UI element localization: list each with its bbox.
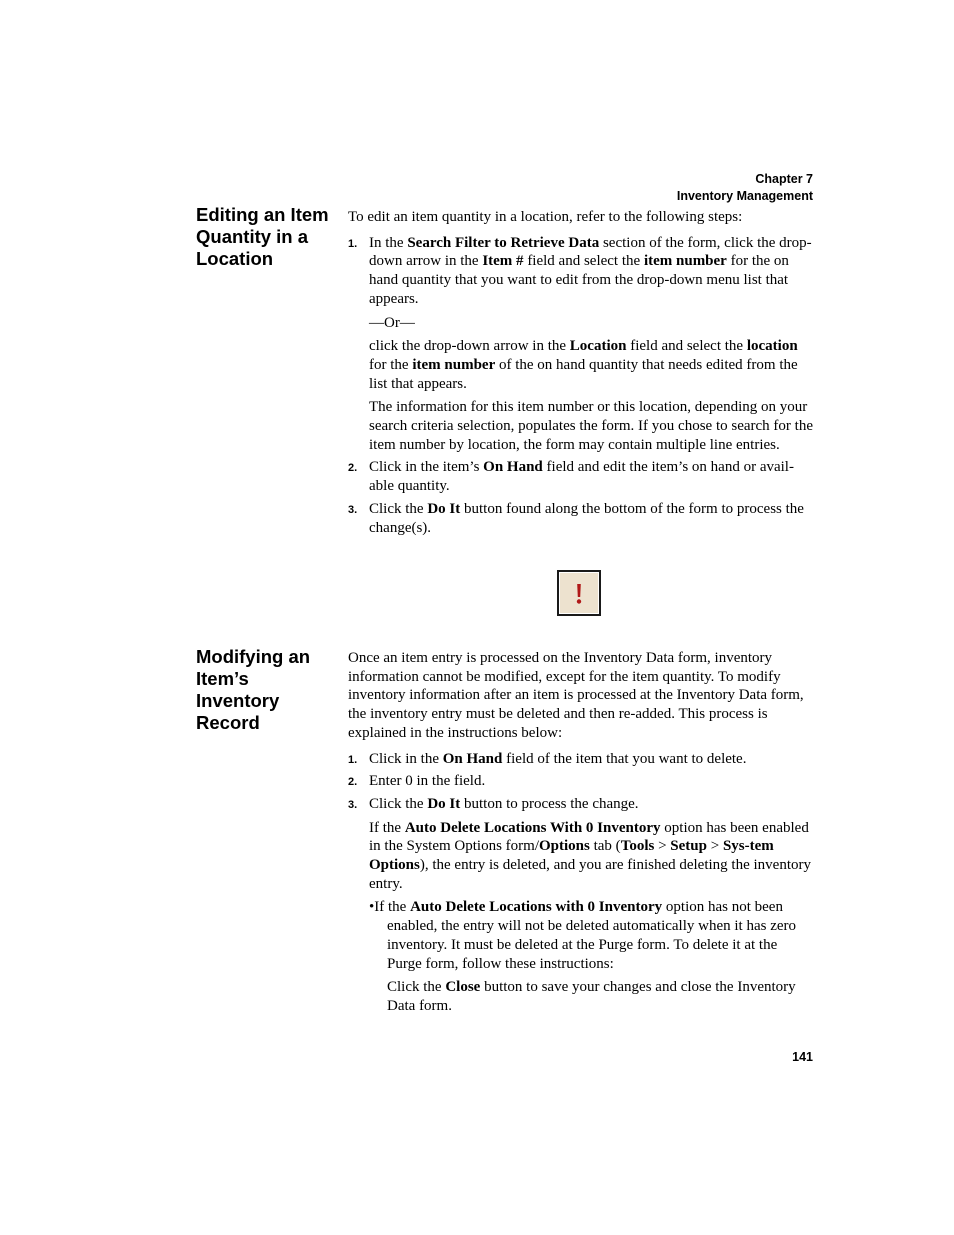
step-alt-text: click the drop-down arrow in the Location field and select the location for the item number of the on hand quantity that needs edited from the list that appears. (369, 338, 798, 392)
step-number: 2. (348, 462, 358, 475)
step-note: The information for this item number or this location, depending on your search criteria selection, populates the form. If you chose to search for the item number by location, the form may contain multiple line entries. (369, 399, 813, 453)
bold-term: Auto Delete Locations with 0 Inventory (410, 899, 663, 916)
section-heading-modifying: Modifying an Item’s Inventory Record (196, 646, 311, 733)
section-heading-editing: Editing an Item Quantity in a Location (196, 204, 329, 269)
step-3 (348, 500, 814, 537)
bold-term: Options (539, 838, 590, 855)
bold-term: Tools (620, 838, 655, 855)
bold-term: On Hand (442, 750, 503, 767)
bold-term: Sys-tem Options (369, 838, 774, 874)
step-text: Enter 0 in the field. (369, 773, 486, 790)
bold-term: Item # (482, 253, 524, 270)
step-number: 1. (348, 237, 358, 250)
step-2 (348, 772, 814, 791)
step-text: Click the Do It button to process the change. (369, 795, 639, 812)
exclamation-icon-glyph (559, 572, 599, 614)
step-text: Click in the item’s On Hand field and edit the item’s on hand or avail-able quantity. (369, 459, 794, 495)
running-header (677, 171, 813, 205)
chapter-title: Inventory Management (676, 189, 813, 203)
step-1 (348, 234, 814, 455)
chapter-number: Chapter 7 (755, 172, 813, 186)
step-number: 2. (348, 776, 358, 789)
bold-term: Do It (427, 500, 461, 517)
bold-term: Do It (427, 795, 461, 812)
page-number: 141 (792, 1050, 813, 1064)
bold-term: item number (412, 356, 496, 373)
bold-term: Search Filter to Retrieve Data (407, 234, 600, 251)
step-text: In the Search Filter to Retrieve Data section of the form, click the drop-down arrow in the Item # field and select the item number for the on hand quantity that you want to edit from the drop-down menu list that appears. (369, 234, 812, 307)
step-number: 1. (348, 753, 358, 766)
bold-term: Setup (670, 838, 707, 855)
bold-term: On Hand (483, 459, 543, 476)
step-text: Click in the On Hand field of the item that you want to delete. (369, 750, 747, 767)
bold-term: location (746, 338, 798, 355)
section-modifying-body (348, 649, 814, 1020)
step-3 (348, 795, 814, 1016)
bold-term: Close (445, 979, 481, 996)
bullet-item: •If the Auto Delete Locations with 0 Inventory option has not been enabled, the entry will not be deleted automatically when it has zero inventory. It must be deleted at the Purge form. To delete it at the Purge form, follow these instructions: (369, 899, 797, 972)
bold-term: Location (569, 338, 627, 355)
bullet-continuation: Click the Close button to save your changes and close the Inventory Data form. (387, 979, 796, 1014)
step-2 (348, 458, 814, 495)
section-intro: To edit an item quantity in a location, refer to the following steps: (348, 209, 743, 225)
step-number: 3. (348, 798, 358, 811)
warning-exclamation-icon (557, 570, 601, 616)
step-text: Click the Do It button found along the bottom of the form to process the change(s). (369, 500, 804, 536)
step-note: If the Auto Delete Locations With 0 Inventory option has been enabled in the System Options form/Options tab (Tools > Setup > Sys-tem Options), the entry is deleted, and you are finished deleting the inventory entry. (369, 819, 811, 892)
bold-term: Auto Delete Locations With 0 Inventory (404, 819, 661, 836)
section-editing-body (348, 208, 814, 541)
step-1 (348, 750, 814, 769)
section-intro: Once an item entry is processed on the Inventory Data form, inventory information cannot be modified, except for the item quantity. To modify inventory information after an item is processed at the Inventory Data form, the inventory entry must be deleted and then re-added. This process is explained in the instructions below: (348, 650, 804, 741)
or-separator: —Or— (369, 314, 415, 331)
step-number: 3. (348, 503, 358, 516)
bold-term: item number (643, 253, 727, 270)
